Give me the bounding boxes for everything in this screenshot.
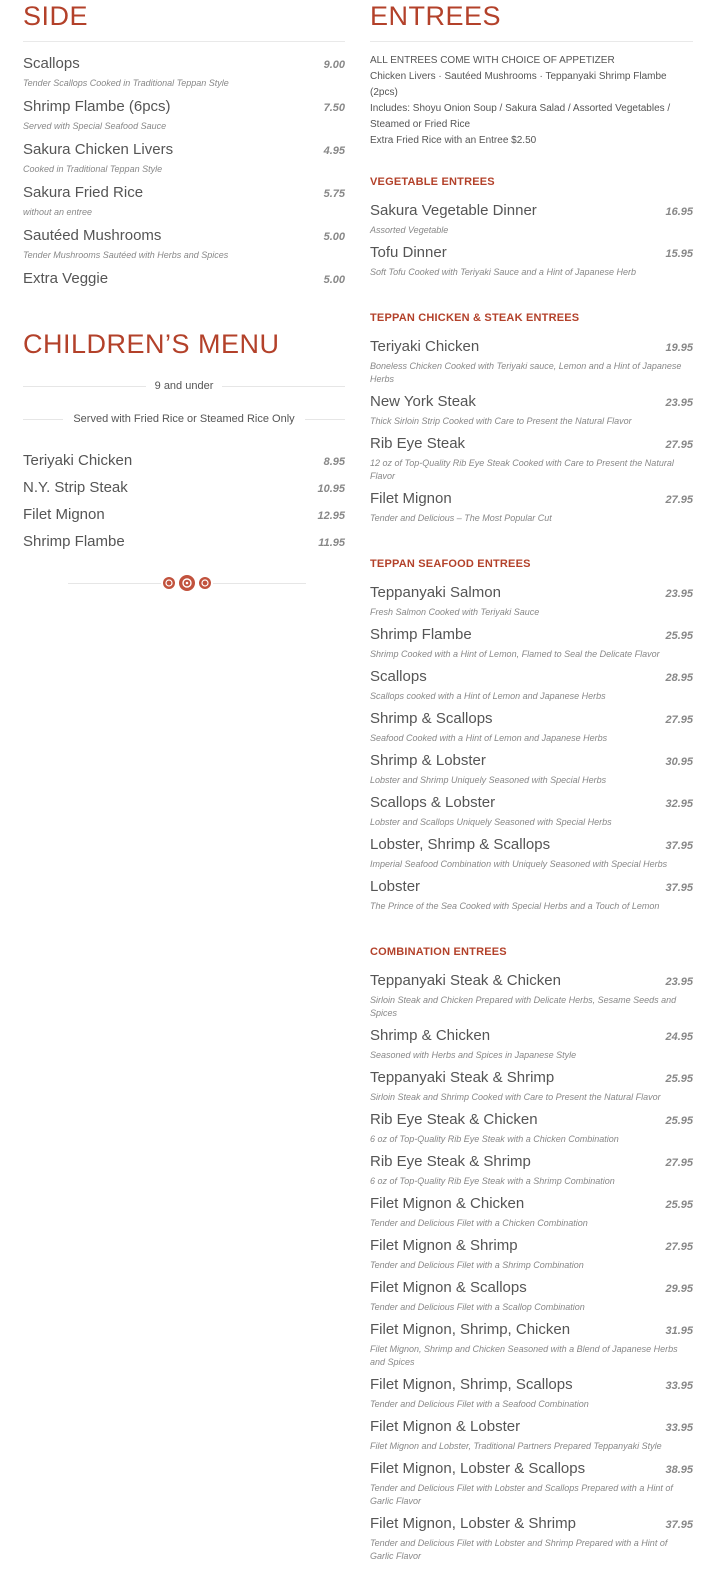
item-price: 11.95 — [318, 537, 345, 549]
item-name: Shrimp & Scallops — [370, 710, 493, 727]
item-description: Tender Mushrooms Sautéed with Herbs and Spices — [23, 250, 229, 260]
intro-line: Extra Fried Rice with an Entree $2.50 — [370, 135, 537, 146]
item-description: Seasoned with Herbs and Spices in Japanese Style — [370, 1050, 577, 1060]
intro-line: Chicken Livers · Sautéed Mushrooms · Teppanyaki Shrimp Flambe (2pcs) — [370, 71, 667, 98]
item-name: Teriyaki Chicken — [370, 338, 480, 355]
divider — [213, 583, 306, 584]
item-price: 37.95 — [665, 882, 693, 894]
item-price: 12.95 — [317, 510, 345, 522]
item-name: Filet Mignon & Scallops — [370, 1279, 527, 1296]
menu-item — [23, 451, 345, 472]
menu-item — [370, 1194, 693, 1230]
menu-item — [370, 1320, 693, 1369]
menu-item — [370, 583, 693, 619]
item-name: Sakura Vegetable Dinner — [370, 202, 537, 219]
item-description: Cooked in Traditional Teppan Style — [23, 164, 163, 174]
item-description: Thick Sirloin Strip Cooked with Care to Present the Natural Flavor — [370, 416, 632, 426]
menu-item — [23, 478, 345, 499]
menu-item — [23, 269, 345, 290]
item-name: Extra Veggie — [23, 270, 109, 287]
rice-note — [23, 409, 345, 429]
menu-item — [370, 1514, 693, 1563]
item-name: Shrimp & Lobster — [370, 752, 486, 769]
age-note — [23, 376, 345, 396]
flourish-ornament — [68, 574, 306, 592]
item-price: 4.95 — [323, 145, 345, 157]
item-name: Filet Mignon & Chicken — [370, 1195, 525, 1212]
left-column — [23, 0, 345, 559]
menu-item — [370, 1459, 693, 1508]
item-price: 25.95 — [665, 630, 693, 642]
menu-item — [370, 489, 693, 525]
item-price: 30.95 — [665, 756, 693, 768]
item-price: 37.95 — [665, 1519, 693, 1531]
item-name: Filet Mignon, Lobster & Scallops — [370, 1460, 586, 1477]
seafood-entrees-heading: TEPPAN SEAFOOD ENTREES — [370, 558, 531, 570]
menu-item — [23, 505, 345, 526]
item-price: 32.95 — [665, 798, 693, 810]
item-description: Tender and Delicious Filet with Lobster and Shrimp Prepared with a Hint of Garlic Flavor — [370, 1538, 668, 1561]
item-name: Shrimp & Chicken — [370, 1027, 491, 1044]
item-name: Rib Eye Steak — [370, 435, 466, 452]
item-price: 8.95 — [323, 456, 345, 468]
menu-item — [370, 1375, 693, 1411]
item-description: Tender and Delicious Filet with a Scallop Combination — [370, 1302, 585, 1312]
item-description: Shrimp Cooked with a Hint of Lemon, Flamed to Seal the Delicate Flavor — [370, 649, 660, 659]
chicken-steak-entrees-list — [370, 337, 693, 525]
item-price: 25.95 — [665, 1115, 693, 1127]
item-name: Filet Mignon, Lobster & Shrimp — [370, 1515, 576, 1532]
menu-item — [23, 97, 345, 133]
side-title-divider — [23, 41, 345, 42]
menu-item — [370, 625, 693, 661]
item-name: Sakura Chicken Livers — [23, 141, 174, 158]
menu-item — [370, 392, 693, 428]
item-price: 27.95 — [665, 494, 693, 506]
item-description: The Prince of the Sea Cooked with Special Herbs and a Touch of Lemon — [370, 901, 660, 911]
menu-item — [370, 1278, 693, 1314]
divider — [305, 419, 345, 420]
childrens-menu-title: CHILDREN’S MENU — [23, 329, 280, 359]
kids-list — [23, 451, 345, 553]
item-price: 5.00 — [323, 231, 345, 243]
item-name: Lobster — [370, 878, 421, 895]
item-description: Scallops cooked with a Hint of Lemon and Japanese Herbs — [370, 691, 606, 701]
item-description: Soft Tofu Cooked with Teriyaki Sauce and a Hint of Japanese Herb — [370, 267, 636, 277]
rice-note-text: Served with Fried Rice or Steamed Rice Only — [73, 413, 295, 425]
item-price: 19.95 — [665, 342, 693, 354]
seafood-entrees-list — [370, 583, 693, 913]
menu-item — [370, 1068, 693, 1104]
item-price: 38.95 — [665, 1464, 693, 1476]
item-name: Shrimp Flambe — [23, 533, 125, 550]
item-price: 28.95 — [665, 672, 693, 684]
item-price: 5.75 — [323, 188, 345, 200]
item-description: 6 oz of Top-Quality Rib Eye Steak with a Chicken Combination — [370, 1134, 619, 1144]
item-description: Imperial Seafood Combination with Uniquely Seasoned with Special Herbs — [370, 859, 668, 869]
item-description: Lobster and Shrimp Uniquely Seasoned with Special Herbs — [370, 775, 607, 785]
item-price: 10.95 — [317, 483, 345, 495]
item-name: Tofu Dinner — [370, 244, 447, 261]
item-name: Scallops & Lobster — [370, 794, 496, 811]
item-description: Tender and Delicious Filet with a Shrimp Combination — [370, 1260, 584, 1270]
item-description: Assorted Vegetable — [370, 225, 449, 235]
menu-item — [370, 709, 693, 745]
item-description: Fresh Salmon Cooked with Teriyaki Sauce — [370, 607, 540, 617]
intro-line: Includes: Shoyu Onion Soup / Sakura Salad / Assorted Vegetables / Steamed or Fried Rice — [370, 103, 671, 130]
vegetable-entrees-list — [370, 201, 693, 279]
menu-item — [370, 971, 693, 1020]
item-description: Tender and Delicious Filet with Lobster and Scallops Prepared with a Hint of Garlic Flavor — [370, 1483, 673, 1506]
item-description: Tender and Delicious Filet with a Seafood Combination — [370, 1399, 589, 1409]
item-name: Scallops — [23, 55, 80, 72]
item-price: 33.95 — [665, 1380, 693, 1392]
item-name: Teppanyaki Salmon — [370, 584, 501, 601]
menu-item — [370, 1110, 693, 1146]
divider — [23, 419, 63, 420]
item-price: 24.95 — [665, 1031, 693, 1043]
item-price: 23.95 — [665, 588, 693, 600]
item-name: New York Steak — [370, 393, 476, 410]
item-name: Sautéed Mushrooms — [23, 227, 162, 244]
item-price: 27.95 — [665, 1157, 693, 1169]
item-name: Rib Eye Steak & Chicken — [370, 1111, 538, 1128]
entrees-intro — [370, 53, 693, 149]
item-description: Seafood Cooked with a Hint of Lemon and Japanese Herbs — [370, 733, 608, 743]
chicken-steak-entrees-heading: TEPPAN CHICKEN & STEAK ENTREES — [370, 312, 580, 324]
menu-item — [370, 1236, 693, 1272]
menu-item — [23, 140, 345, 176]
item-description: 12 oz of Top-Quality Rib Eye Steak Cooked with Care to Present the Natural Flavor — [370, 458, 674, 481]
age-note-text: 9 and under — [154, 380, 214, 392]
item-name: Filet Mignon — [370, 490, 452, 507]
item-name: Lobster, Shrimp & Scallops — [370, 836, 551, 853]
item-price: 15.95 — [665, 248, 693, 260]
item-price: 23.95 — [665, 976, 693, 988]
menu-item — [370, 337, 693, 386]
menu-item — [370, 667, 693, 703]
item-description: Sirloin Steak and Chicken Prepared with Delicate Herbs, Sesame Seeds and Spices — [370, 995, 677, 1018]
entrees-title: ENTREES — [370, 1, 502, 31]
item-price: 27.95 — [665, 1241, 693, 1253]
item-name: Teriyaki Chicken — [23, 452, 133, 469]
item-price: 25.95 — [665, 1199, 693, 1211]
item-price: 33.95 — [665, 1422, 693, 1434]
item-name: Shrimp Flambe — [370, 626, 472, 643]
item-name: Filet Mignon — [23, 506, 105, 523]
menu-item — [370, 1152, 693, 1188]
item-name: Teppanyaki Steak & Chicken — [370, 972, 561, 989]
menu-item — [23, 54, 345, 90]
item-name: Shrimp Flambe (6pcs) — [23, 98, 171, 115]
menu-item — [370, 877, 693, 913]
item-description: Filet Mignon, Shrimp and Chicken Seasoned with a Blend of Japanese Herbs and Spices — [370, 1344, 678, 1367]
item-price: 7.50 — [323, 102, 345, 114]
item-price: 27.95 — [665, 714, 693, 726]
item-description: Sirloin Steak and Shrimp Cooked with Care to Present the Natural Flavor — [370, 1092, 661, 1102]
menu-item — [370, 201, 693, 237]
divider — [68, 583, 161, 584]
vegetable-entrees-heading: VEGETABLE ENTREES — [370, 176, 495, 188]
item-price: 25.95 — [665, 1073, 693, 1085]
item-name: Filet Mignon, Shrimp, Scallops — [370, 1376, 573, 1393]
item-name: Scallops — [370, 668, 427, 685]
menu-item — [370, 1026, 693, 1062]
item-price: 23.95 — [665, 397, 693, 409]
item-price: 5.00 — [323, 274, 345, 286]
item-name: Filet Mignon & Shrimp — [370, 1237, 518, 1254]
menu-item — [370, 751, 693, 787]
item-name: Filet Mignon & Lobster — [370, 1418, 521, 1435]
combination-entrees-heading: COMBINATION ENTREES — [370, 946, 507, 958]
sakura-flower-icon — [161, 574, 213, 592]
intro-line: ALL ENTREES COME WITH CHOICE OF APPETIZER — [370, 55, 615, 66]
side-list — [23, 54, 345, 290]
item-name: Filet Mignon, Shrimp, Chicken — [370, 1321, 571, 1338]
item-description: Tender and Delicious Filet with a Chicken Combination — [370, 1218, 588, 1228]
combination-entrees-list — [370, 971, 693, 1563]
menu-item — [370, 793, 693, 829]
menu-item — [370, 835, 693, 871]
item-description: 6 oz of Top-Quality Rib Eye Steak with a Shrimp Combination — [370, 1176, 615, 1186]
menu-item — [23, 183, 345, 219]
entrees-title-divider — [370, 41, 693, 42]
item-description: Boneless Chicken Cooked with Teriyaki sauce, Lemon and a Hint of Japanese Herbs — [370, 361, 682, 384]
item-name: Teppanyaki Steak & Shrimp — [370, 1069, 555, 1086]
divider — [222, 386, 345, 387]
item-price: 31.95 — [665, 1325, 693, 1337]
right-column — [370, 0, 693, 1569]
item-description: Tender Scallops Cooked in Traditional Teppan Style — [23, 78, 229, 88]
item-price: 37.95 — [665, 840, 693, 852]
item-name: N.Y. Strip Steak — [23, 479, 128, 496]
menu-item — [370, 434, 693, 483]
item-price: 29.95 — [665, 1283, 693, 1295]
menu-item — [23, 226, 345, 262]
divider — [23, 386, 146, 387]
item-description: Filet Mignon and Lobster, Traditional Partners Prepared Teppanyaki Style — [370, 1441, 662, 1451]
item-name: Sakura Fried Rice — [23, 184, 144, 201]
item-name: Rib Eye Steak & Shrimp — [370, 1153, 531, 1170]
item-price: 9.00 — [323, 59, 345, 71]
item-description: Lobster and Scallops Uniquely Seasoned with Special Herbs — [370, 817, 612, 827]
menu-item — [23, 532, 345, 553]
item-description: without an entree — [23, 207, 93, 217]
item-price: 27.95 — [665, 439, 693, 451]
side-title: SIDE — [23, 1, 89, 31]
item-description: Served with Special Seafood Sauce — [23, 121, 167, 131]
menu-item — [370, 1417, 693, 1453]
item-price: 16.95 — [665, 206, 693, 218]
menu-item — [370, 243, 693, 279]
item-description: Tender and Delicious – The Most Popular Cut — [370, 513, 552, 523]
